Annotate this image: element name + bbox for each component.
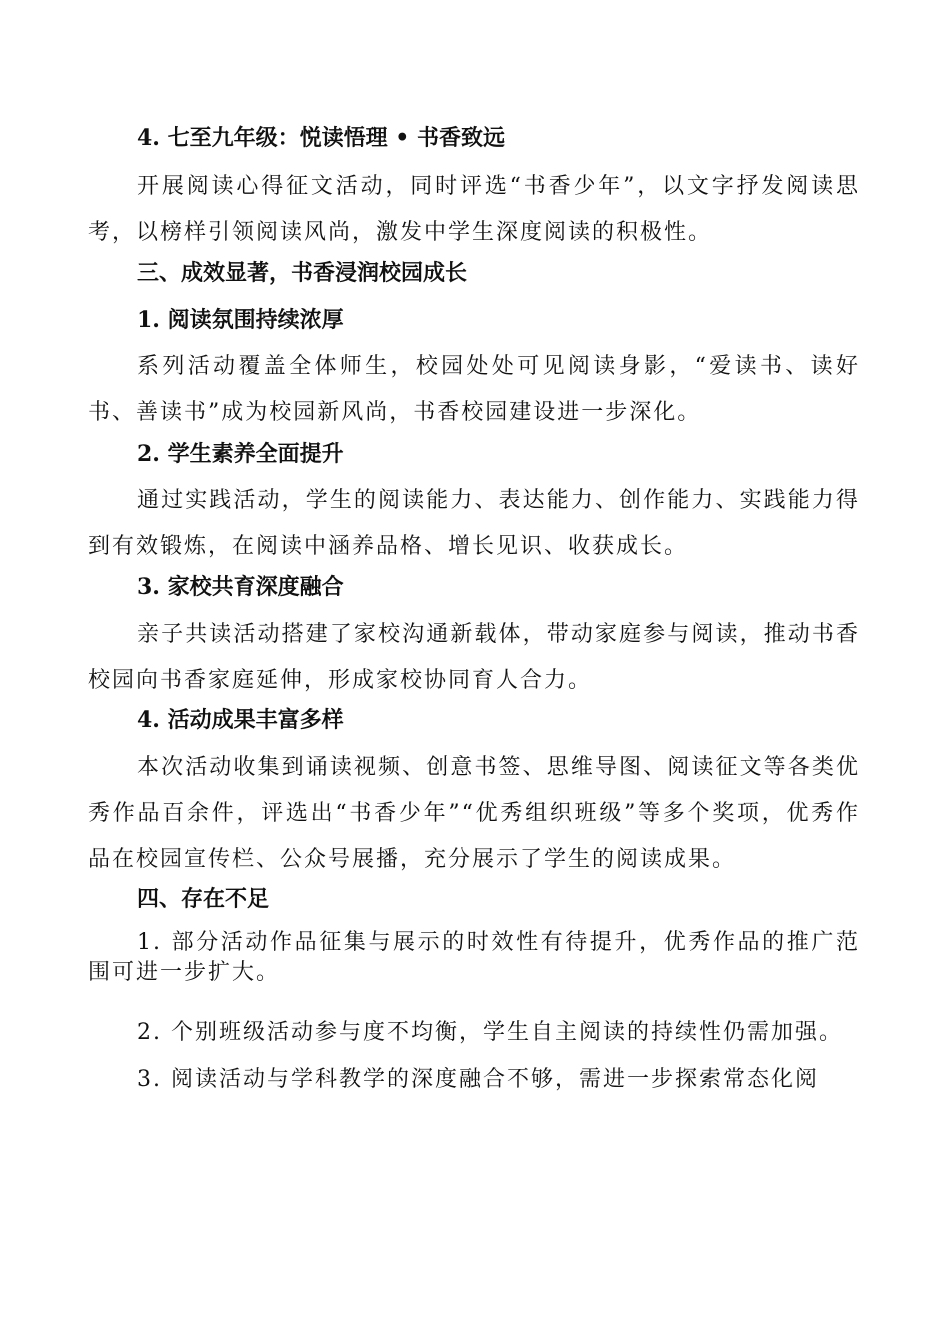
heading-section-4: 四、存在不足 [137, 886, 270, 912]
paragraph-activity-results: 本次活动收集到诵读视频、创意书签、思维导图、阅读征文等各类优秀作品百余件，评选出“书香少年”“优秀组织班级”等多个奖项，优秀作品在校园宣传栏、公众号展播，充分展示了学生的阅读成果。 [88, 755, 860, 872]
paragraph-shortcoming-2: 2. 个别班级活动参与度不均衡，学生自主阅读的持续性仍需加强。 [137, 1020, 843, 1045]
heading-activity-results: 4. 活动成果丰富多样 [137, 707, 344, 733]
heading-home-school: 3. 家校共育深度融合 [137, 574, 344, 600]
heading-reading-atmosphere: 1. 阅读氛围持续浓厚 [137, 307, 344, 333]
paragraph-reading-atmosphere: 系列活动覆盖全体师生，校园处处可见阅读身影，“爱读书、读好书、善读书”成为校园新风尚，书香校园建设进一步深化。 [88, 354, 860, 425]
heading-student-literacy: 2. 学生素养全面提升 [137, 441, 344, 467]
paragraph-home-school: 亲子共读活动搭建了家校沟通新载体，带动家庭参与阅读，推动书香校园向书香家庭延伸，形成家校协同育人合力。 [88, 622, 860, 693]
heading-section-3: 三、成效显著，书香浸润校园成长 [137, 260, 468, 286]
heading-grade-7-9: 4. 七至九年级：悦读悟理 • 书香致远 [137, 125, 506, 151]
paragraph-essay-activity: 开展阅读心得征文活动，同时评选“书香少年”，以文字抒发阅读思考，以榜样引领阅读风尚，激发中学生深度阅读的积极性。 [88, 174, 860, 245]
paragraph-shortcoming-1: 1. 部分活动作品征集与展示的时效性有待提升，优秀作品的推广范围可进一步扩大。 [88, 930, 860, 985]
paragraph-shortcoming-3: 3. 阅读活动与学科教学的深度融合不够，需进一步探索常态化阅 [137, 1067, 819, 1092]
paragraph-student-literacy: 通过实践活动，学生的阅读能力、表达能力、创作能力、实践能力得到有效锻炼，在阅读中涵养品格、增长见识、收获成长。 [88, 488, 860, 559]
